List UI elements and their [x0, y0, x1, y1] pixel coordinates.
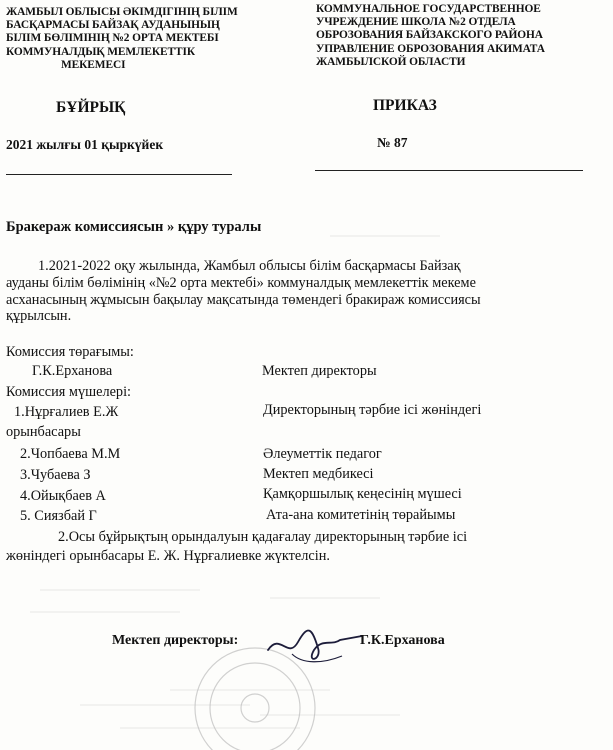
header-left-line: БАСҚАРМАСЫ БАЙЗАҚ АУДАНЫНЫҢ: [6, 19, 220, 32]
header-right-line: УЧРЕЖДЕНИЕ ШКОЛА №2 ОТДЕЛА: [316, 16, 516, 29]
chair-role: Мектеп директоры: [262, 363, 377, 379]
member-role-continuation: орынбасары: [6, 424, 81, 440]
divider-right: [315, 170, 583, 171]
order-number: № 87: [377, 135, 408, 150]
header-right-line: ЖАМБЫЛСКОЙ ОБЛАСТИ: [316, 55, 466, 68]
header-left: [6, 6, 238, 72]
members-heading: Комиссия мүшелері:: [6, 384, 132, 400]
signature-name: Г.К.Ерханова: [360, 633, 445, 648]
header-left-line: ЖАМБЫЛ ОБЛЫСЫ ӘКІМДІГІНІҢ БІЛІМ: [6, 6, 238, 18]
paragraph-line: асханасының жұмысын бақылау мақсатында төмендегі бракираж комиссиясы: [6, 291, 481, 308]
member-name: 1.Нұрғалиев Е.Ж: [14, 404, 119, 420]
header-right-line: УПРАВЛЕНИЕ ОБРОЗОВАНИЯ АКИМАТА: [316, 42, 545, 55]
title-kazakh: БҰЙРЫҚ: [56, 99, 126, 116]
header-right-line: КОММУНАЛЬНОЕ ГОСУДАРСТВЕННОЕ: [316, 3, 541, 15]
paragraph-1: [6, 258, 481, 325]
chair-name: Г.К.Ерханова: [32, 363, 113, 379]
member-role: Мектеп медбикесі: [263, 466, 374, 482]
chair-heading: Комиссия төрағымы:: [6, 344, 134, 360]
header-right-line: ОБРОЗОВАНИЯ БАЙЗАКСКОГО РАЙОНА: [316, 29, 543, 42]
header-right: [316, 3, 545, 69]
paragraph-line: ауданы білім бөлімінің «№2 орта мектебі» коммуналдық мемлекеттік мекеме: [6, 274, 476, 291]
paragraph-2: [6, 528, 467, 566]
member-name: 4.Ойықбаев А: [20, 488, 106, 504]
member-name: 2.Чопбаева М.М: [20, 446, 121, 462]
member-role: Қамқоршылық кеңесінің мүшесі: [263, 486, 462, 502]
header-left-line: МЕКЕМЕСІ: [61, 58, 126, 71]
paragraph-line: құрылсын.: [6, 308, 72, 325]
order-subject: Бракераж комиссиясын » құру туралы: [6, 219, 262, 235]
member-role: Директорының тәрбие ісі жөніндегі: [263, 402, 482, 418]
paragraph-line: 2.Осы бұйрықтың орындалуын қадағалау директорының тәрбие ісі: [58, 529, 468, 545]
member-role: Ата-ана комитетінің төрайымы: [266, 507, 456, 523]
paragraph-line: жөніндегі орынбасары Е. Ж. Нұрғалиевке жүктелсін.: [6, 548, 330, 564]
handwritten-signature: [262, 620, 372, 670]
member-name: 5. Сиязбай Г: [20, 508, 97, 524]
paragraph-line: 1.2021-2022 оқу жылында, Жамбыл облысы білім басқармасы Байзақ: [38, 258, 461, 274]
order-date: 2021 жылғы 01 қыркүйек: [6, 137, 164, 152]
header-left-line: БІЛІМ БӨЛІМІНІҢ №2 ОРТА МЕКТЕБІ: [6, 32, 219, 45]
signature-label: Мектеп директоры:: [112, 633, 239, 648]
header-left-line: КОММУНАЛДЫҚ МЕМЛЕКЕТТІК: [6, 45, 196, 58]
member-name: 3.Чубаева З: [20, 467, 91, 483]
divider-left: [6, 174, 232, 175]
title-russian: ПРИКАЗ: [373, 97, 437, 114]
member-role: Әлеуметтік педагог: [263, 446, 382, 462]
